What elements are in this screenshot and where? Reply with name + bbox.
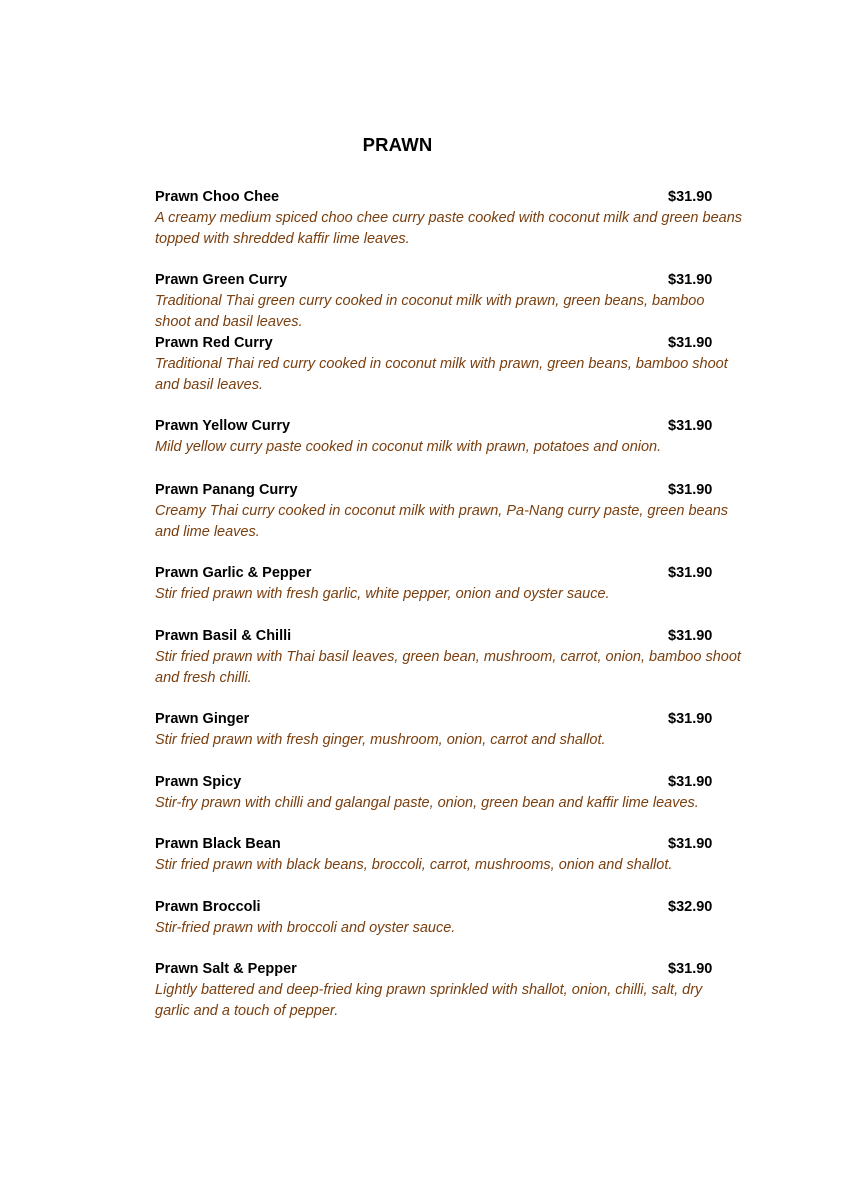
menu-item-description: Creamy Thai curry cooked in coconut milk with prawn, Pa-Nang curry paste, green beans and lime leaves. xyxy=(155,503,729,540)
menu-item-price: $31.90 xyxy=(668,565,713,581)
menu-item-description: Stir fried prawn with fresh garlic, white pepper, onion and oyster sauce. xyxy=(155,586,610,602)
menu-item-description: Lightly battered and deep-fried king prawn sprinkled with shallot, onion, chilli, salt, dry garlic and a touch of pepper. xyxy=(155,982,703,1019)
menu-item-description: A creamy medium spiced choo chee curry paste cooked with coconut milk and green beans topped with shredded kaffir lime leaves. xyxy=(155,210,743,247)
menu-item-price: $31.90 xyxy=(668,335,713,351)
menu-item xyxy=(155,709,755,751)
menu-item-description: Stir-fried prawn with broccoli and oyster sauce. xyxy=(155,920,456,936)
menu-item-description: Traditional Thai green curry cooked in coconut milk with prawn, green beans, bamboo shoot and basil leaves. xyxy=(155,293,705,330)
menu-item-name: Prawn Basil & Chilli xyxy=(155,628,292,644)
menu-item xyxy=(155,772,755,814)
menu-item-name: Prawn Yellow Curry xyxy=(155,418,291,434)
menu-item-price: $32.90 xyxy=(668,899,713,915)
menu-item-name: Prawn Black Bean xyxy=(155,836,281,852)
menu-item xyxy=(155,333,755,396)
menu-item-price: $31.90 xyxy=(668,961,713,977)
menu-item xyxy=(155,563,755,605)
menu-item-name: Prawn Ginger xyxy=(155,711,250,727)
menu-item xyxy=(155,187,755,250)
menu-item-name: Prawn Panang Curry xyxy=(155,482,298,498)
menu-item-name: Prawn Choo Chee xyxy=(155,189,280,205)
menu-item-price: $31.90 xyxy=(668,836,713,852)
menu-item-description: Stir fried prawn with fresh ginger, mushroom, onion, carrot and shallot. xyxy=(155,732,606,748)
menu-item-description: Stir fried prawn with black beans, broccoli, carrot, mushrooms, onion and shallot. xyxy=(155,857,673,873)
menu-item-price: $31.90 xyxy=(668,272,713,288)
menu-item-price: $31.90 xyxy=(668,189,713,205)
menu-section-title: PRAWN xyxy=(362,134,433,155)
menu-item-description: Traditional Thai red curry cooked in coconut milk with prawn, green beans, bamboo shoot and basil leaves. xyxy=(155,356,728,393)
menu-item xyxy=(155,626,755,689)
menu-item-name: Prawn Red Curry xyxy=(155,335,273,351)
menu-item-price: $31.90 xyxy=(668,774,713,790)
menu-item-name: Prawn Spicy xyxy=(155,774,242,790)
menu-item xyxy=(155,416,755,458)
menu-item-price: $31.90 xyxy=(668,418,713,434)
menu-item-name: Prawn Garlic & Pepper xyxy=(155,565,312,581)
menu-item-description: Mild yellow curry paste cooked in coconut milk with prawn, potatoes and onion. xyxy=(155,439,662,455)
menu-item-price: $31.90 xyxy=(668,711,713,727)
menu-item-name: Prawn Salt & Pepper xyxy=(155,961,297,977)
menu-item-name: Prawn Broccoli xyxy=(155,899,261,915)
menu-item-description: Stir fried prawn with Thai basil leaves, green bean, mushroom, carrot, onion, bamboo shoot and fresh chilli. xyxy=(155,649,741,686)
menu-item-name: Prawn Green Curry xyxy=(155,272,288,288)
menu-item xyxy=(155,834,755,876)
menu-item-description: Stir-fry prawn with chilli and galangal paste, onion, green bean and kaffir lime leaves. xyxy=(155,795,699,811)
menu-item xyxy=(155,959,755,1022)
menu-item xyxy=(155,270,755,333)
menu-item-price: $31.90 xyxy=(668,482,713,498)
menu-item-price: $31.90 xyxy=(668,628,713,644)
menu-item xyxy=(155,897,755,939)
menu-item xyxy=(155,480,755,543)
